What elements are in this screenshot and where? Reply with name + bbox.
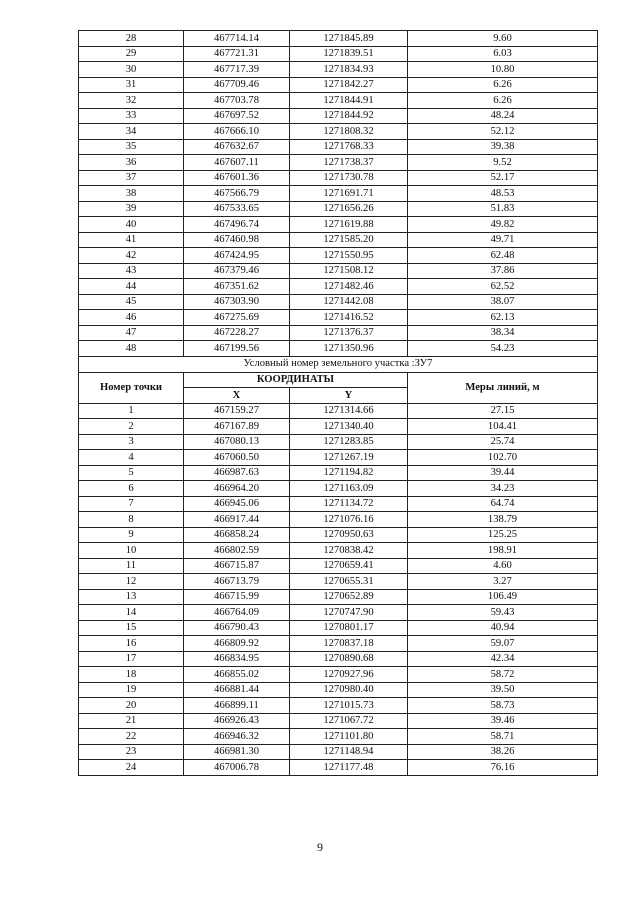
y-coordinate-cell: 1270980.40 — [290, 682, 408, 698]
table-row — [79, 294, 598, 310]
point-number-cell: 43 — [79, 263, 184, 279]
point-number-cell: 45 — [79, 294, 184, 310]
line-measure-cell: 59.43 — [408, 605, 598, 621]
point-number-cell: 13 — [79, 589, 184, 605]
line-measure-cell: 38.26 — [408, 744, 598, 760]
point-number-cell: 18 — [79, 667, 184, 683]
y-coordinate-cell: 1271340.40 — [290, 419, 408, 435]
line-measure-cell: 62.13 — [408, 310, 598, 326]
point-number-header: Номер точки — [79, 372, 184, 403]
line-measure-cell: 3.27 — [408, 574, 598, 590]
point-number-cell: 35 — [79, 139, 184, 155]
x-coordinate-cell: 467632.67 — [184, 139, 290, 155]
x-coordinate-cell: 466834.95 — [184, 651, 290, 667]
y-coordinate-cell: 1271376.37 — [290, 325, 408, 341]
point-number-cell: 40 — [79, 217, 184, 233]
point-number-cell: 32 — [79, 93, 184, 109]
x-coordinate-cell: 466987.63 — [184, 465, 290, 481]
table-row — [79, 170, 598, 186]
x-coordinate-cell: 467566.79 — [184, 186, 290, 202]
table-row — [79, 279, 598, 295]
point-number-cell: 19 — [79, 682, 184, 698]
point-number-cell: 3 — [79, 434, 184, 450]
point-number-cell: 46 — [79, 310, 184, 326]
x-coordinate-cell: 467167.89 — [184, 419, 290, 435]
line-measure-cell: 38.07 — [408, 294, 598, 310]
line-measure-cell: 76.16 — [408, 760, 598, 776]
table-row — [79, 605, 598, 621]
point-number-cell: 23 — [79, 744, 184, 760]
y-coordinate-cell: 1270950.63 — [290, 527, 408, 543]
y-coordinate-cell: 1270652.89 — [290, 589, 408, 605]
point-number-cell: 47 — [79, 325, 184, 341]
y-coordinate-cell: 1271585.20 — [290, 232, 408, 248]
x-coordinate-cell: 466855.02 — [184, 667, 290, 683]
line-measure-cell: 48.53 — [408, 186, 598, 202]
x-coordinate-cell: 466802.59 — [184, 543, 290, 559]
table-row — [79, 77, 598, 93]
y-coordinate-cell: 1270747.90 — [290, 605, 408, 621]
coordinates-table — [78, 30, 598, 776]
y-coordinate-cell: 1271768.33 — [290, 139, 408, 155]
x-coordinate-cell: 467080.13 — [184, 434, 290, 450]
table-row — [79, 620, 598, 636]
y-coordinate-cell: 1270838.42 — [290, 543, 408, 559]
x-coordinate-cell: 467714.14 — [184, 31, 290, 47]
y-coordinate-cell: 1271134.72 — [290, 496, 408, 512]
table-row — [79, 217, 598, 233]
line-measure-cell: 6.03 — [408, 46, 598, 62]
line-measure-cell: 58.71 — [408, 729, 598, 745]
point-number-cell: 4 — [79, 450, 184, 466]
y-coordinate-cell: 1271101.80 — [290, 729, 408, 745]
y-coordinate-cell: 1271194.82 — [290, 465, 408, 481]
line-measure-cell: 39.38 — [408, 139, 598, 155]
x-coordinate-cell: 467607.11 — [184, 155, 290, 171]
line-measure-cell: 52.17 — [408, 170, 598, 186]
point-number-cell: 10 — [79, 543, 184, 559]
x-coordinate-cell: 467703.78 — [184, 93, 290, 109]
point-number-cell: 12 — [79, 574, 184, 590]
table-row — [79, 543, 598, 559]
line-measure-cell: 48.24 — [408, 108, 598, 124]
point-number-cell: 44 — [79, 279, 184, 295]
x-coordinate-cell: 467709.46 — [184, 77, 290, 93]
line-measure-cell: 4.60 — [408, 558, 598, 574]
x-coordinate-cell: 466713.79 — [184, 574, 290, 590]
x-header: X — [184, 388, 290, 404]
table-row — [79, 574, 598, 590]
table-row — [79, 496, 598, 512]
y-coordinate-cell: 1271076.16 — [290, 512, 408, 528]
x-coordinate-cell: 467159.27 — [184, 403, 290, 419]
x-coordinate-cell: 467275.69 — [184, 310, 290, 326]
section-body — [79, 403, 598, 775]
line-measure-cell: 54.23 — [408, 341, 598, 357]
y-coordinate-cell: 1271482.46 — [290, 279, 408, 295]
y-coordinate-cell: 1271442.08 — [290, 294, 408, 310]
section-caption: Условный номер земельного участка :ЗУ7 — [79, 356, 598, 372]
point-number-cell: 7 — [79, 496, 184, 512]
table-row — [79, 93, 598, 109]
y-coordinate-cell: 1271730.78 — [290, 170, 408, 186]
x-coordinate-cell: 467424.95 — [184, 248, 290, 264]
y-coordinate-cell: 1271550.95 — [290, 248, 408, 264]
line-measure-cell: 9.52 — [408, 155, 598, 171]
x-coordinate-cell: 467228.27 — [184, 325, 290, 341]
x-coordinate-cell: 466917.44 — [184, 512, 290, 528]
y-coordinate-cell: 1270837.18 — [290, 636, 408, 652]
y-coordinate-cell: 1271619.88 — [290, 217, 408, 233]
point-number-cell: 38 — [79, 186, 184, 202]
line-measure-cell: 59.07 — [408, 636, 598, 652]
line-measure-cell: 10.80 — [408, 62, 598, 78]
point-number-cell: 11 — [79, 558, 184, 574]
line-measure-cell: 102.70 — [408, 450, 598, 466]
point-number-cell: 20 — [79, 698, 184, 714]
y-coordinate-cell: 1270890.68 — [290, 651, 408, 667]
y-coordinate-cell: 1271834.93 — [290, 62, 408, 78]
table-row — [79, 232, 598, 248]
line-measure-cell: 198.91 — [408, 543, 598, 559]
point-number-cell: 34 — [79, 124, 184, 140]
x-coordinate-cell: 467060.50 — [184, 450, 290, 466]
table-row — [79, 636, 598, 652]
x-coordinate-cell: 467379.46 — [184, 263, 290, 279]
point-number-cell: 36 — [79, 155, 184, 171]
line-measure-cell: 106.49 — [408, 589, 598, 605]
y-coordinate-cell: 1271350.96 — [290, 341, 408, 357]
x-coordinate-cell: 466981.30 — [184, 744, 290, 760]
line-measure-cell: 104.41 — [408, 419, 598, 435]
table-row — [79, 186, 598, 202]
x-coordinate-cell: 466946.32 — [184, 729, 290, 745]
line-measure-cell: 64.74 — [408, 496, 598, 512]
y-coordinate-cell: 1271508.12 — [290, 263, 408, 279]
y-coordinate-cell: 1271177.48 — [290, 760, 408, 776]
line-measure-cell: 6.26 — [408, 93, 598, 109]
line-measure-cell: 9.60 — [408, 31, 598, 47]
x-coordinate-cell: 466715.87 — [184, 558, 290, 574]
y-coordinate-cell: 1271842.27 — [290, 77, 408, 93]
point-number-cell: 5 — [79, 465, 184, 481]
table-row — [79, 729, 598, 745]
x-coordinate-cell: 466926.43 — [184, 713, 290, 729]
point-number-cell: 9 — [79, 527, 184, 543]
table-row — [79, 108, 598, 124]
y-coordinate-cell: 1271148.94 — [290, 744, 408, 760]
x-coordinate-cell: 466764.09 — [184, 605, 290, 621]
y-coordinate-cell: 1271844.91 — [290, 93, 408, 109]
table-row — [79, 403, 598, 419]
x-coordinate-cell: 466715.99 — [184, 589, 290, 605]
x-coordinate-cell: 466790.43 — [184, 620, 290, 636]
x-coordinate-cell: 467601.36 — [184, 170, 290, 186]
section-header — [79, 356, 598, 403]
coordinates-header: КООРДИНАТЫ — [184, 372, 408, 388]
x-coordinate-cell: 467303.90 — [184, 294, 290, 310]
line-measure-cell: 40.94 — [408, 620, 598, 636]
line-measures-header: Меры линий, м — [408, 372, 598, 403]
point-number-cell: 29 — [79, 46, 184, 62]
line-measure-cell: 62.52 — [408, 279, 598, 295]
y-coordinate-cell: 1271844.92 — [290, 108, 408, 124]
table-top-body — [79, 31, 598, 357]
y-coordinate-cell: 1271067.72 — [290, 713, 408, 729]
table-row — [79, 760, 598, 776]
point-number-cell: 15 — [79, 620, 184, 636]
point-number-cell: 42 — [79, 248, 184, 264]
y-coordinate-cell: 1271808.32 — [290, 124, 408, 140]
table-row — [79, 481, 598, 497]
line-measure-cell: 6.26 — [408, 77, 598, 93]
point-number-cell: 1 — [79, 403, 184, 419]
y-coordinate-cell: 1270927.96 — [290, 667, 408, 683]
point-number-cell: 48 — [79, 341, 184, 357]
x-coordinate-cell: 467697.52 — [184, 108, 290, 124]
x-coordinate-cell: 467721.31 — [184, 46, 290, 62]
y-coordinate-cell: 1271691.71 — [290, 186, 408, 202]
table-row — [79, 465, 598, 481]
line-measure-cell: 125.25 — [408, 527, 598, 543]
line-measure-cell: 51.83 — [408, 201, 598, 217]
table-row — [79, 744, 598, 760]
line-measure-cell: 49.82 — [408, 217, 598, 233]
point-number-cell: 2 — [79, 419, 184, 435]
x-coordinate-cell: 466809.92 — [184, 636, 290, 652]
line-measure-cell: 138.79 — [408, 512, 598, 528]
line-measure-cell: 58.73 — [408, 698, 598, 714]
table-row — [79, 589, 598, 605]
line-measure-cell: 49.71 — [408, 232, 598, 248]
x-coordinate-cell: 466899.11 — [184, 698, 290, 714]
y-coordinate-cell: 1271314.66 — [290, 403, 408, 419]
table-row — [79, 667, 598, 683]
y-coordinate-cell: 1271163.09 — [290, 481, 408, 497]
table-row — [79, 434, 598, 450]
table-row — [79, 124, 598, 140]
y-header: Y — [290, 388, 408, 404]
point-number-cell: 22 — [79, 729, 184, 745]
y-coordinate-cell: 1271015.73 — [290, 698, 408, 714]
page-number: 9 — [317, 840, 323, 854]
line-measure-cell: 58.72 — [408, 667, 598, 683]
table-row — [79, 713, 598, 729]
point-number-cell: 41 — [79, 232, 184, 248]
y-coordinate-cell: 1271738.37 — [290, 155, 408, 171]
point-number-cell: 8 — [79, 512, 184, 528]
x-coordinate-cell: 466945.06 — [184, 496, 290, 512]
line-measure-cell: 39.50 — [408, 682, 598, 698]
table-row — [79, 139, 598, 155]
point-number-cell: 30 — [79, 62, 184, 78]
table-row — [79, 341, 598, 357]
y-coordinate-cell: 1271267.19 — [290, 450, 408, 466]
table-row — [79, 512, 598, 528]
y-coordinate-cell: 1271839.51 — [290, 46, 408, 62]
point-number-cell: 16 — [79, 636, 184, 652]
point-number-cell: 31 — [79, 77, 184, 93]
table-row — [79, 419, 598, 435]
table-row — [79, 558, 598, 574]
x-coordinate-cell: 466964.20 — [184, 481, 290, 497]
x-coordinate-cell: 467006.78 — [184, 760, 290, 776]
table-row — [79, 450, 598, 466]
point-number-cell: 21 — [79, 713, 184, 729]
y-coordinate-cell: 1270801.17 — [290, 620, 408, 636]
y-coordinate-cell: 1271416.52 — [290, 310, 408, 326]
x-coordinate-cell: 467199.56 — [184, 341, 290, 357]
x-coordinate-cell: 467717.39 — [184, 62, 290, 78]
y-coordinate-cell: 1271845.89 — [290, 31, 408, 47]
line-measure-cell: 62.48 — [408, 248, 598, 264]
table-row — [79, 325, 598, 341]
x-coordinate-cell: 467460.98 — [184, 232, 290, 248]
table-row — [79, 155, 598, 171]
table-row — [79, 310, 598, 326]
y-coordinate-cell: 1270655.31 — [290, 574, 408, 590]
line-measure-cell: 39.44 — [408, 465, 598, 481]
point-number-cell: 28 — [79, 31, 184, 47]
y-coordinate-cell: 1271283.85 — [290, 434, 408, 450]
line-measure-cell: 25.74 — [408, 434, 598, 450]
line-measure-cell: 34.23 — [408, 481, 598, 497]
point-number-cell: 14 — [79, 605, 184, 621]
x-coordinate-cell: 467351.62 — [184, 279, 290, 295]
point-number-cell: 37 — [79, 170, 184, 186]
table-row — [79, 62, 598, 78]
line-measure-cell: 37.86 — [408, 263, 598, 279]
y-coordinate-cell: 1271656.26 — [290, 201, 408, 217]
line-measure-cell: 42.34 — [408, 651, 598, 667]
table-row — [79, 698, 598, 714]
point-number-cell: 24 — [79, 760, 184, 776]
point-number-cell: 33 — [79, 108, 184, 124]
x-coordinate-cell: 467666.10 — [184, 124, 290, 140]
point-number-cell: 17 — [79, 651, 184, 667]
table-row — [79, 201, 598, 217]
x-coordinate-cell: 466858.24 — [184, 527, 290, 543]
line-measure-cell: 27.15 — [408, 403, 598, 419]
x-coordinate-cell: 466881.44 — [184, 682, 290, 698]
table-row — [79, 263, 598, 279]
line-measure-cell: 52.12 — [408, 124, 598, 140]
point-number-cell: 39 — [79, 201, 184, 217]
table-row — [79, 31, 598, 47]
line-measure-cell: 39.46 — [408, 713, 598, 729]
table-row — [79, 46, 598, 62]
line-measure-cell: 38.34 — [408, 325, 598, 341]
point-number-cell: 6 — [79, 481, 184, 497]
table-row — [79, 248, 598, 264]
table-row — [79, 651, 598, 667]
y-coordinate-cell: 1270659.41 — [290, 558, 408, 574]
table-row — [79, 682, 598, 698]
table-row — [79, 527, 598, 543]
x-coordinate-cell: 467533.65 — [184, 201, 290, 217]
x-coordinate-cell: 467496.74 — [184, 217, 290, 233]
